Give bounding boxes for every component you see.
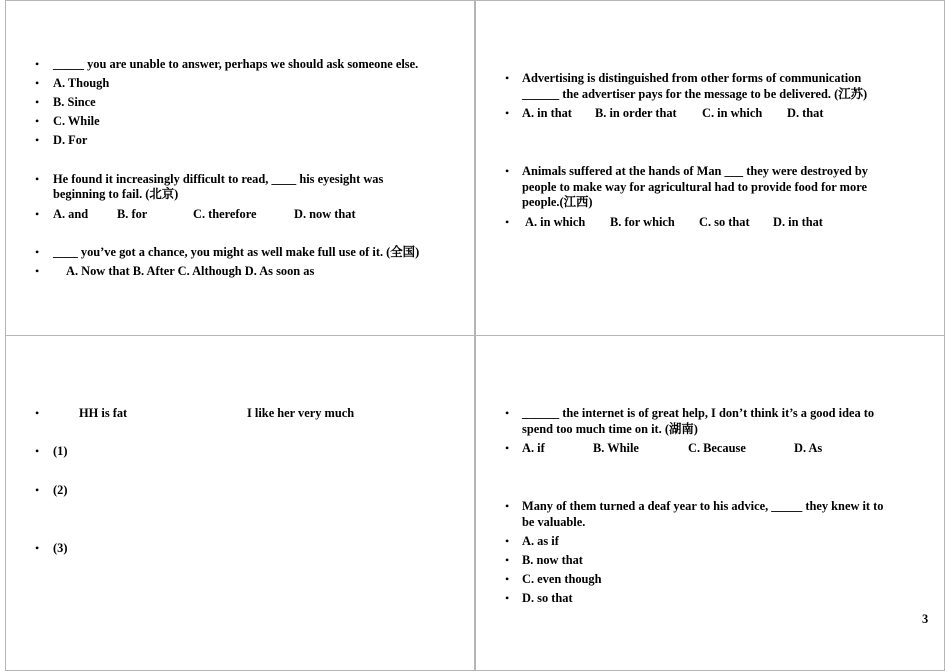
option-d: D. in that xyxy=(773,215,823,229)
bullet: • xyxy=(35,207,40,221)
slide-panel-bottom-right xyxy=(475,335,945,671)
bullet: • xyxy=(505,215,510,229)
option-d: D. now that xyxy=(294,207,356,221)
question-stem: Many of them turned a deaf year to his advice, _____ they knew it to xyxy=(522,499,884,513)
option-b: B. now that xyxy=(522,553,583,567)
bullet: • xyxy=(505,406,510,420)
bullet: • xyxy=(35,172,40,186)
options-row xyxy=(525,214,823,230)
question-stem-continued: spend too much time on it. (湖南) xyxy=(522,422,698,436)
options-row xyxy=(522,105,823,121)
bullet: • xyxy=(505,164,510,178)
bullet: • xyxy=(35,133,40,147)
question-stem: ______ the internet is of great help, I don’t think it’s a good idea to xyxy=(522,406,875,420)
item-label: (1) xyxy=(53,444,68,458)
option-c: C. even though xyxy=(522,572,602,586)
bullet: • xyxy=(35,541,40,555)
bullet: • xyxy=(505,553,510,567)
bullet: • xyxy=(35,406,40,420)
bullet: • xyxy=(35,245,40,259)
slide-panel-top-right xyxy=(475,0,945,336)
question-stem: ____ you’ve got a chance, you might as well make full use of it. (全国) xyxy=(53,245,420,259)
bullet: • xyxy=(505,591,510,605)
item-label: (3) xyxy=(53,541,68,555)
question-stem-continued: ______ the advertiser pays for the message to be delivered. (江苏) xyxy=(522,87,868,101)
option-b: B. for which xyxy=(610,215,675,229)
option-a: A. and xyxy=(53,207,89,221)
question-stem: _____ you are unable to answer, perhaps we should ask someone else. xyxy=(53,57,419,71)
option-d: D. As xyxy=(794,441,823,455)
slide-panel-top-left xyxy=(5,0,475,336)
bullet: • xyxy=(505,499,510,513)
option-d: D. that xyxy=(787,106,824,120)
option-b: B. in order that xyxy=(595,106,677,120)
question-stem: Advertising is distinguished from other forms of communication xyxy=(522,71,862,85)
question-stem-continued: beginning to fail. (北京) xyxy=(53,187,179,201)
option-b: B. for xyxy=(117,207,148,221)
option-d: D. so that xyxy=(522,591,573,605)
question-stem: Animals suffered at the hands of Man ___ they were destroyed by xyxy=(522,164,868,178)
sentence-left: HH is fat xyxy=(79,406,128,420)
bullet: • xyxy=(35,264,40,278)
bullet: • xyxy=(35,95,40,109)
option-c: C. in which xyxy=(702,106,763,120)
bullet: • xyxy=(505,71,510,85)
option-a: A. Though xyxy=(53,76,110,90)
bullet: • xyxy=(35,444,40,458)
question-stem-continued: be valuable. xyxy=(522,515,586,529)
option-a: A. in which xyxy=(525,215,586,229)
option-b: B. While xyxy=(593,441,639,455)
option-d: D. For xyxy=(53,133,88,147)
option-a: A. in that xyxy=(522,106,572,120)
item-label: (2) xyxy=(53,483,68,497)
option-c: C. While xyxy=(53,114,100,128)
bullet: • xyxy=(35,57,40,71)
bullet: • xyxy=(35,114,40,128)
option-b: B. Since xyxy=(53,95,96,109)
options-row xyxy=(53,206,356,222)
sentence-right: I like her very much xyxy=(247,406,355,420)
option-c: C. Because xyxy=(688,441,746,455)
option-c: C. so that xyxy=(699,215,750,229)
question-stem: He found it increasingly difficult to read, ____ his eyesight was xyxy=(53,172,384,186)
page-number: 3 xyxy=(922,612,929,626)
bullet: • xyxy=(35,483,40,497)
slide-panel-bottom-left xyxy=(5,335,475,671)
options-row: A. Now that B. After C. Although D. As soon as xyxy=(66,264,315,278)
option-c: C. therefore xyxy=(193,207,257,221)
bullet: • xyxy=(505,106,510,120)
bullet: • xyxy=(505,572,510,586)
bullet: • xyxy=(505,534,510,548)
question-stem-continued: people to make way for agricultural had to provide food for more xyxy=(522,180,867,194)
question-stem-continued: people.(江西) xyxy=(522,195,593,209)
option-a: A. as if xyxy=(522,534,559,548)
bullet: • xyxy=(505,441,510,455)
options-row xyxy=(522,440,822,456)
option-a: A. if xyxy=(522,441,545,455)
bullet: • xyxy=(35,76,40,90)
